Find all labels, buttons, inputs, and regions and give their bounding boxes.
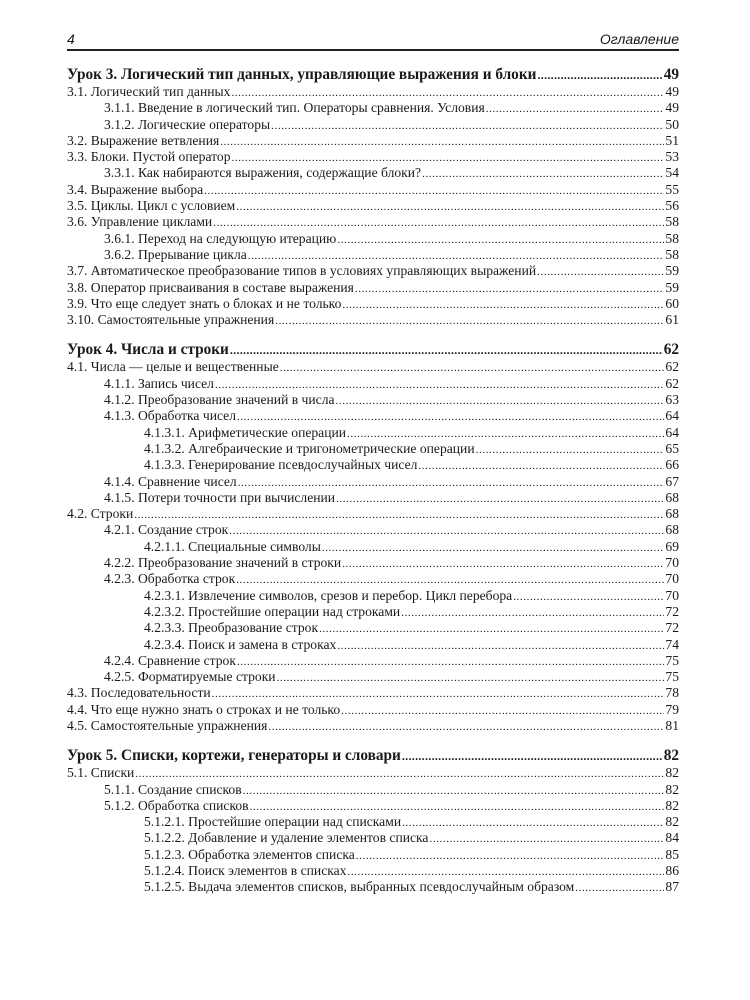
toc-entry[interactable] (67, 522, 679, 538)
toc-entry[interactable] (67, 231, 679, 247)
dot-leader (342, 297, 664, 313)
toc-entry[interactable] (67, 555, 679, 571)
toc-entry[interactable] (67, 165, 679, 181)
toc-entry-page: 82 (665, 781, 679, 797)
toc-entry[interactable] (67, 702, 679, 718)
toc-entry[interactable] (67, 863, 679, 879)
toc-entry-title: 4.4. Что еще нужно знать о строках и не только (67, 701, 341, 717)
toc-entry-page: 79 (665, 701, 679, 717)
toc-entry-page: 82 (665, 814, 679, 830)
toc-entry-title: 4.2.3.1. Извлечение символов, срезов и перебор. Цикл перебора (144, 587, 513, 603)
toc-entry-page: 59 (665, 279, 679, 295)
page-number: 4 (67, 31, 75, 47)
toc-entry-title: 3.1.2. Логические операторы (104, 116, 271, 132)
toc-chapter-entry[interactable] (67, 341, 679, 359)
toc-entry[interactable] (67, 474, 679, 490)
toc-entry-title: 3.8. Оператор присваивания в составе выражения (67, 279, 354, 295)
table-of-contents (67, 66, 679, 896)
toc-entry-title: 4.3. Последовательности (67, 685, 211, 701)
toc-entry-title: 5.1.2.1. Простейшие операции над списками (144, 814, 402, 830)
dot-leader (319, 621, 664, 637)
toc-entry[interactable] (67, 571, 679, 587)
toc-entry[interactable] (67, 669, 679, 685)
toc-entry[interactable] (67, 117, 679, 133)
running-title: Оглавление (599, 31, 679, 47)
toc-entry[interactable] (67, 798, 679, 814)
toc-entry-title: 3.2. Выражение ветвления (67, 132, 220, 148)
toc-entry-title: 3.5. Циклы. Цикл с условием (67, 198, 236, 214)
toc-entry-title: 4.2.1.1. Специальные символы (144, 538, 321, 554)
toc-entry-page: 82 (665, 797, 679, 813)
toc-entry[interactable] (67, 100, 679, 116)
toc-entry-title: 5.1.2. Обработка списков (104, 797, 249, 813)
toc-entry-page: 82 (665, 765, 679, 781)
toc-entry[interactable] (67, 879, 679, 895)
dot-leader (355, 281, 664, 297)
toc-entry-title: Урок 5. Списки, кортежи, генераторы и словари (67, 747, 401, 765)
toc-entry-page: 75 (665, 652, 679, 668)
toc-entry[interactable] (67, 604, 679, 620)
dot-leader (337, 232, 664, 248)
toc-entry-title: 4.1.3.2. Алгебраические и тригонометрические операции (144, 440, 475, 456)
toc-entry-page: 81 (665, 717, 679, 733)
toc-entry-title: 5.1.1. Создание списков (104, 781, 242, 797)
toc-entry-title: 3.6.2. Прерывание цикла (104, 246, 247, 262)
toc-entry[interactable] (67, 376, 679, 392)
toc-entry-title: 5.1. Списки (67, 765, 135, 781)
toc-entry-page: 85 (665, 846, 679, 862)
toc-entry-page: 82 (663, 747, 679, 765)
toc-entry-page: 62 (665, 375, 679, 391)
toc-entry-page: 49 (665, 84, 679, 99)
toc-entry-page: 68 (665, 489, 679, 505)
toc-chapter-entry[interactable] (67, 747, 679, 765)
toc-entry-page: 64 (665, 424, 679, 440)
toc-entry[interactable] (67, 539, 679, 555)
toc-entry-title: Урок 3. Логический тип данных, управляющие выражения и блоки (67, 66, 537, 83)
toc-entry-page: 62 (665, 359, 679, 375)
dot-leader (237, 654, 664, 670)
toc-entry-title: 4.2.3.2. Простейшие операции над строками (144, 603, 401, 619)
dot-leader (341, 703, 664, 719)
toc-entry-title: 4.1.3.3. Генерирование псевдослучайных чисел (144, 457, 418, 473)
dot-leader (356, 848, 665, 864)
toc-entry-title: 5.1.2.4. Поиск элементов в списках (144, 863, 347, 879)
toc-entry-title: 4.1.1. Запись чисел (104, 375, 214, 391)
toc-entry[interactable] (67, 765, 679, 781)
dot-leader (347, 426, 664, 442)
toc-entry-title: 4.2.3.4. Поиск и замена в строках (144, 636, 337, 652)
toc-entry-title: 5.1.2.3. Обработка элементов списка (144, 846, 355, 862)
toc-entry[interactable] (67, 685, 679, 701)
toc-entry-page: 68 (665, 506, 679, 522)
toc-entry-title: 3.3.1. Как набираются выражения, содержащие блоки? (104, 165, 422, 181)
toc-entry[interactable] (67, 506, 679, 522)
dot-leader (342, 556, 664, 572)
toc-entry-page: 58 (665, 214, 679, 230)
toc-entry-page: 68 (665, 522, 679, 538)
toc-entry-title: 3.3. Блоки. Пустой оператор (67, 149, 231, 165)
dot-leader (243, 783, 665, 799)
dot-leader (418, 458, 664, 474)
dot-leader (429, 831, 664, 847)
toc-entry-title: 4.5. Самостоятельные упражнения (67, 717, 268, 733)
dot-leader (476, 442, 665, 458)
toc-entry-page: 78 (665, 685, 679, 701)
toc-entry-title: 4.2.4. Сравнение строк (104, 652, 236, 668)
dot-leader (204, 183, 664, 199)
dot-leader (229, 523, 664, 539)
dot-leader (238, 475, 665, 491)
toc-entry-title: 4.2. Строки (67, 506, 134, 522)
dot-leader (271, 118, 664, 134)
toc-entry[interactable] (67, 149, 679, 165)
toc-entry-page: 56 (665, 198, 679, 214)
toc-entry-page: 72 (665, 620, 679, 636)
toc-entry[interactable] (67, 830, 679, 846)
toc-entry-page: 58 (665, 230, 679, 246)
dot-leader (322, 540, 665, 556)
dot-leader (513, 589, 664, 605)
toc-entry[interactable] (67, 408, 679, 424)
toc-entry-page: 70 (665, 555, 679, 571)
toc-entry[interactable] (67, 782, 679, 798)
toc-entry[interactable] (67, 263, 679, 279)
toc-entry[interactable] (67, 133, 679, 149)
toc-entry-page: 65 (665, 440, 679, 456)
dot-leader (248, 248, 665, 264)
toc-entry-page: 60 (665, 295, 679, 311)
dot-leader (220, 134, 664, 150)
toc-entry[interactable] (67, 182, 679, 198)
toc-entry-title: 4.2.3.3. Преобразование строк (144, 620, 319, 636)
dot-leader (402, 747, 663, 765)
toc-entry-page: 86 (665, 863, 679, 879)
toc-entry-page: 55 (665, 181, 679, 197)
toc-entry[interactable] (67, 312, 679, 328)
dot-leader (236, 199, 664, 215)
toc-entry-title: Урок 4. Числа и строки (67, 341, 229, 359)
toc-entry-page: 61 (665, 312, 679, 328)
toc-entry[interactable] (67, 847, 679, 863)
toc-entry-page: 59 (665, 263, 679, 279)
toc-entry-page: 75 (665, 669, 679, 685)
toc-entry[interactable] (67, 490, 679, 506)
toc-entry[interactable] (67, 814, 679, 830)
toc-entry-title: 3.1. Логический тип данных (67, 84, 231, 99)
toc-entry-page: 58 (665, 246, 679, 262)
toc-entry[interactable] (67, 653, 679, 669)
toc-entry-page: 74 (665, 636, 679, 652)
dot-leader (486, 101, 665, 117)
toc-entry-page: 63 (665, 392, 679, 408)
toc-entry-title: 3.4. Выражение выбора (67, 181, 204, 197)
toc-entry-page: 53 (665, 149, 679, 165)
page-header (67, 31, 679, 49)
toc-entry[interactable] (67, 198, 679, 214)
chapter-spacer (67, 734, 679, 747)
dot-leader (212, 686, 665, 702)
toc-entry-page: 70 (665, 587, 679, 603)
toc-entry[interactable] (67, 392, 679, 408)
dot-leader (402, 815, 664, 831)
toc-entry-page: 66 (665, 457, 679, 473)
toc-chapter-entry[interactable] (67, 66, 679, 84)
dot-leader (537, 66, 662, 84)
dot-leader (401, 605, 664, 621)
dot-leader (537, 264, 664, 280)
toc-entry-page: 54 (665, 165, 679, 181)
toc-entry[interactable] (67, 718, 679, 734)
toc-entry-page: 67 (665, 473, 679, 489)
toc-entry-title: 3.1.1. Введение в логический тип. Операторы сравнения. Условия (104, 100, 485, 116)
toc-entry[interactable] (67, 620, 679, 636)
toc-entry-title: 3.6. Управление циклами (67, 214, 213, 230)
dot-leader (250, 799, 665, 815)
toc-entry[interactable] (67, 296, 679, 312)
toc-entry[interactable] (67, 84, 679, 100)
toc-entry-page: 84 (665, 830, 679, 846)
dot-leader (277, 670, 665, 686)
toc-entry-title: 4.2.3. Обработка строк (104, 571, 236, 587)
dot-leader (336, 393, 665, 409)
dot-leader (422, 166, 664, 182)
toc-entry-page: 64 (665, 408, 679, 424)
toc-entry-page: 69 (665, 538, 679, 554)
toc-entry-title: 4.1.5. Потери точности при вычислении (104, 489, 336, 505)
toc-entry-title: 4.1.2. Преобразование значений в числа (104, 392, 335, 408)
dot-leader (336, 491, 664, 507)
header-rule (67, 49, 679, 51)
dot-leader (134, 507, 664, 523)
toc-entry-page: 51 (665, 132, 679, 148)
toc-entry-page: 72 (665, 603, 679, 619)
toc-entry-page: 50 (665, 116, 679, 132)
toc-entry-title: 4.2.5. Форматируемые строки (104, 669, 276, 685)
toc-entry[interactable] (67, 588, 679, 604)
toc-entry-title: 4.1.3. Обработка чисел (104, 408, 236, 424)
toc-entry[interactable] (67, 441, 679, 457)
toc-entry-title: 3.10. Самостоятельные упражнения (67, 312, 275, 328)
toc-entry-page: 87 (665, 879, 679, 895)
toc-entry-page: 49 (665, 100, 679, 116)
dot-leader (337, 638, 664, 654)
dot-leader (213, 215, 664, 231)
toc-entry-page: 70 (665, 571, 679, 587)
toc-entry-title: 3.7. Автоматическое преобразование типов в условиях управляющих выражений (67, 263, 537, 279)
toc-entry-page: 62 (663, 341, 679, 359)
dot-leader (215, 377, 664, 393)
dot-leader (347, 864, 664, 880)
toc-entry-title: 4.1. Числа — целые и вещественные (67, 359, 279, 375)
toc-entry-page: 49 (663, 66, 679, 83)
toc-entry[interactable] (67, 214, 679, 230)
toc-entry[interactable] (67, 280, 679, 296)
toc-entry-title: 4.2.1. Создание строк (104, 522, 229, 538)
toc-entry-title: 5.1.2.2. Добавление и удаление элементов списка (144, 830, 429, 846)
toc-entry-title: 4.2.2. Преобразование значений в строки (104, 555, 342, 571)
dot-leader (275, 313, 664, 329)
toc-entry-title: 4.1.3.1. Арифметические операции (144, 424, 347, 440)
toc-entry[interactable] (67, 637, 679, 653)
chapter-spacer (67, 328, 679, 341)
toc-entry-title: 4.1.4. Сравнение чисел (104, 473, 237, 489)
toc-entry-title: 3.9. Что еще следует знать о блоках и не только (67, 295, 342, 311)
dot-leader (280, 360, 665, 376)
toc-entry[interactable] (67, 247, 679, 263)
dot-leader (231, 85, 664, 101)
dot-leader (230, 341, 663, 359)
toc-entry-title: 3.6.1. Переход на следующую итерацию (104, 230, 337, 246)
dot-leader (268, 719, 664, 735)
dot-leader (135, 766, 664, 782)
toc-entry-title: 5.1.2.5. Выдача элементов списков, выбранных псевдослучайным образом (144, 879, 575, 895)
dot-leader (236, 572, 664, 588)
dot-leader (237, 409, 664, 425)
toc-entry[interactable] (67, 425, 679, 441)
toc-entry[interactable] (67, 359, 679, 375)
dot-leader (575, 880, 664, 896)
dot-leader (232, 150, 665, 166)
toc-entry[interactable] (67, 457, 679, 473)
